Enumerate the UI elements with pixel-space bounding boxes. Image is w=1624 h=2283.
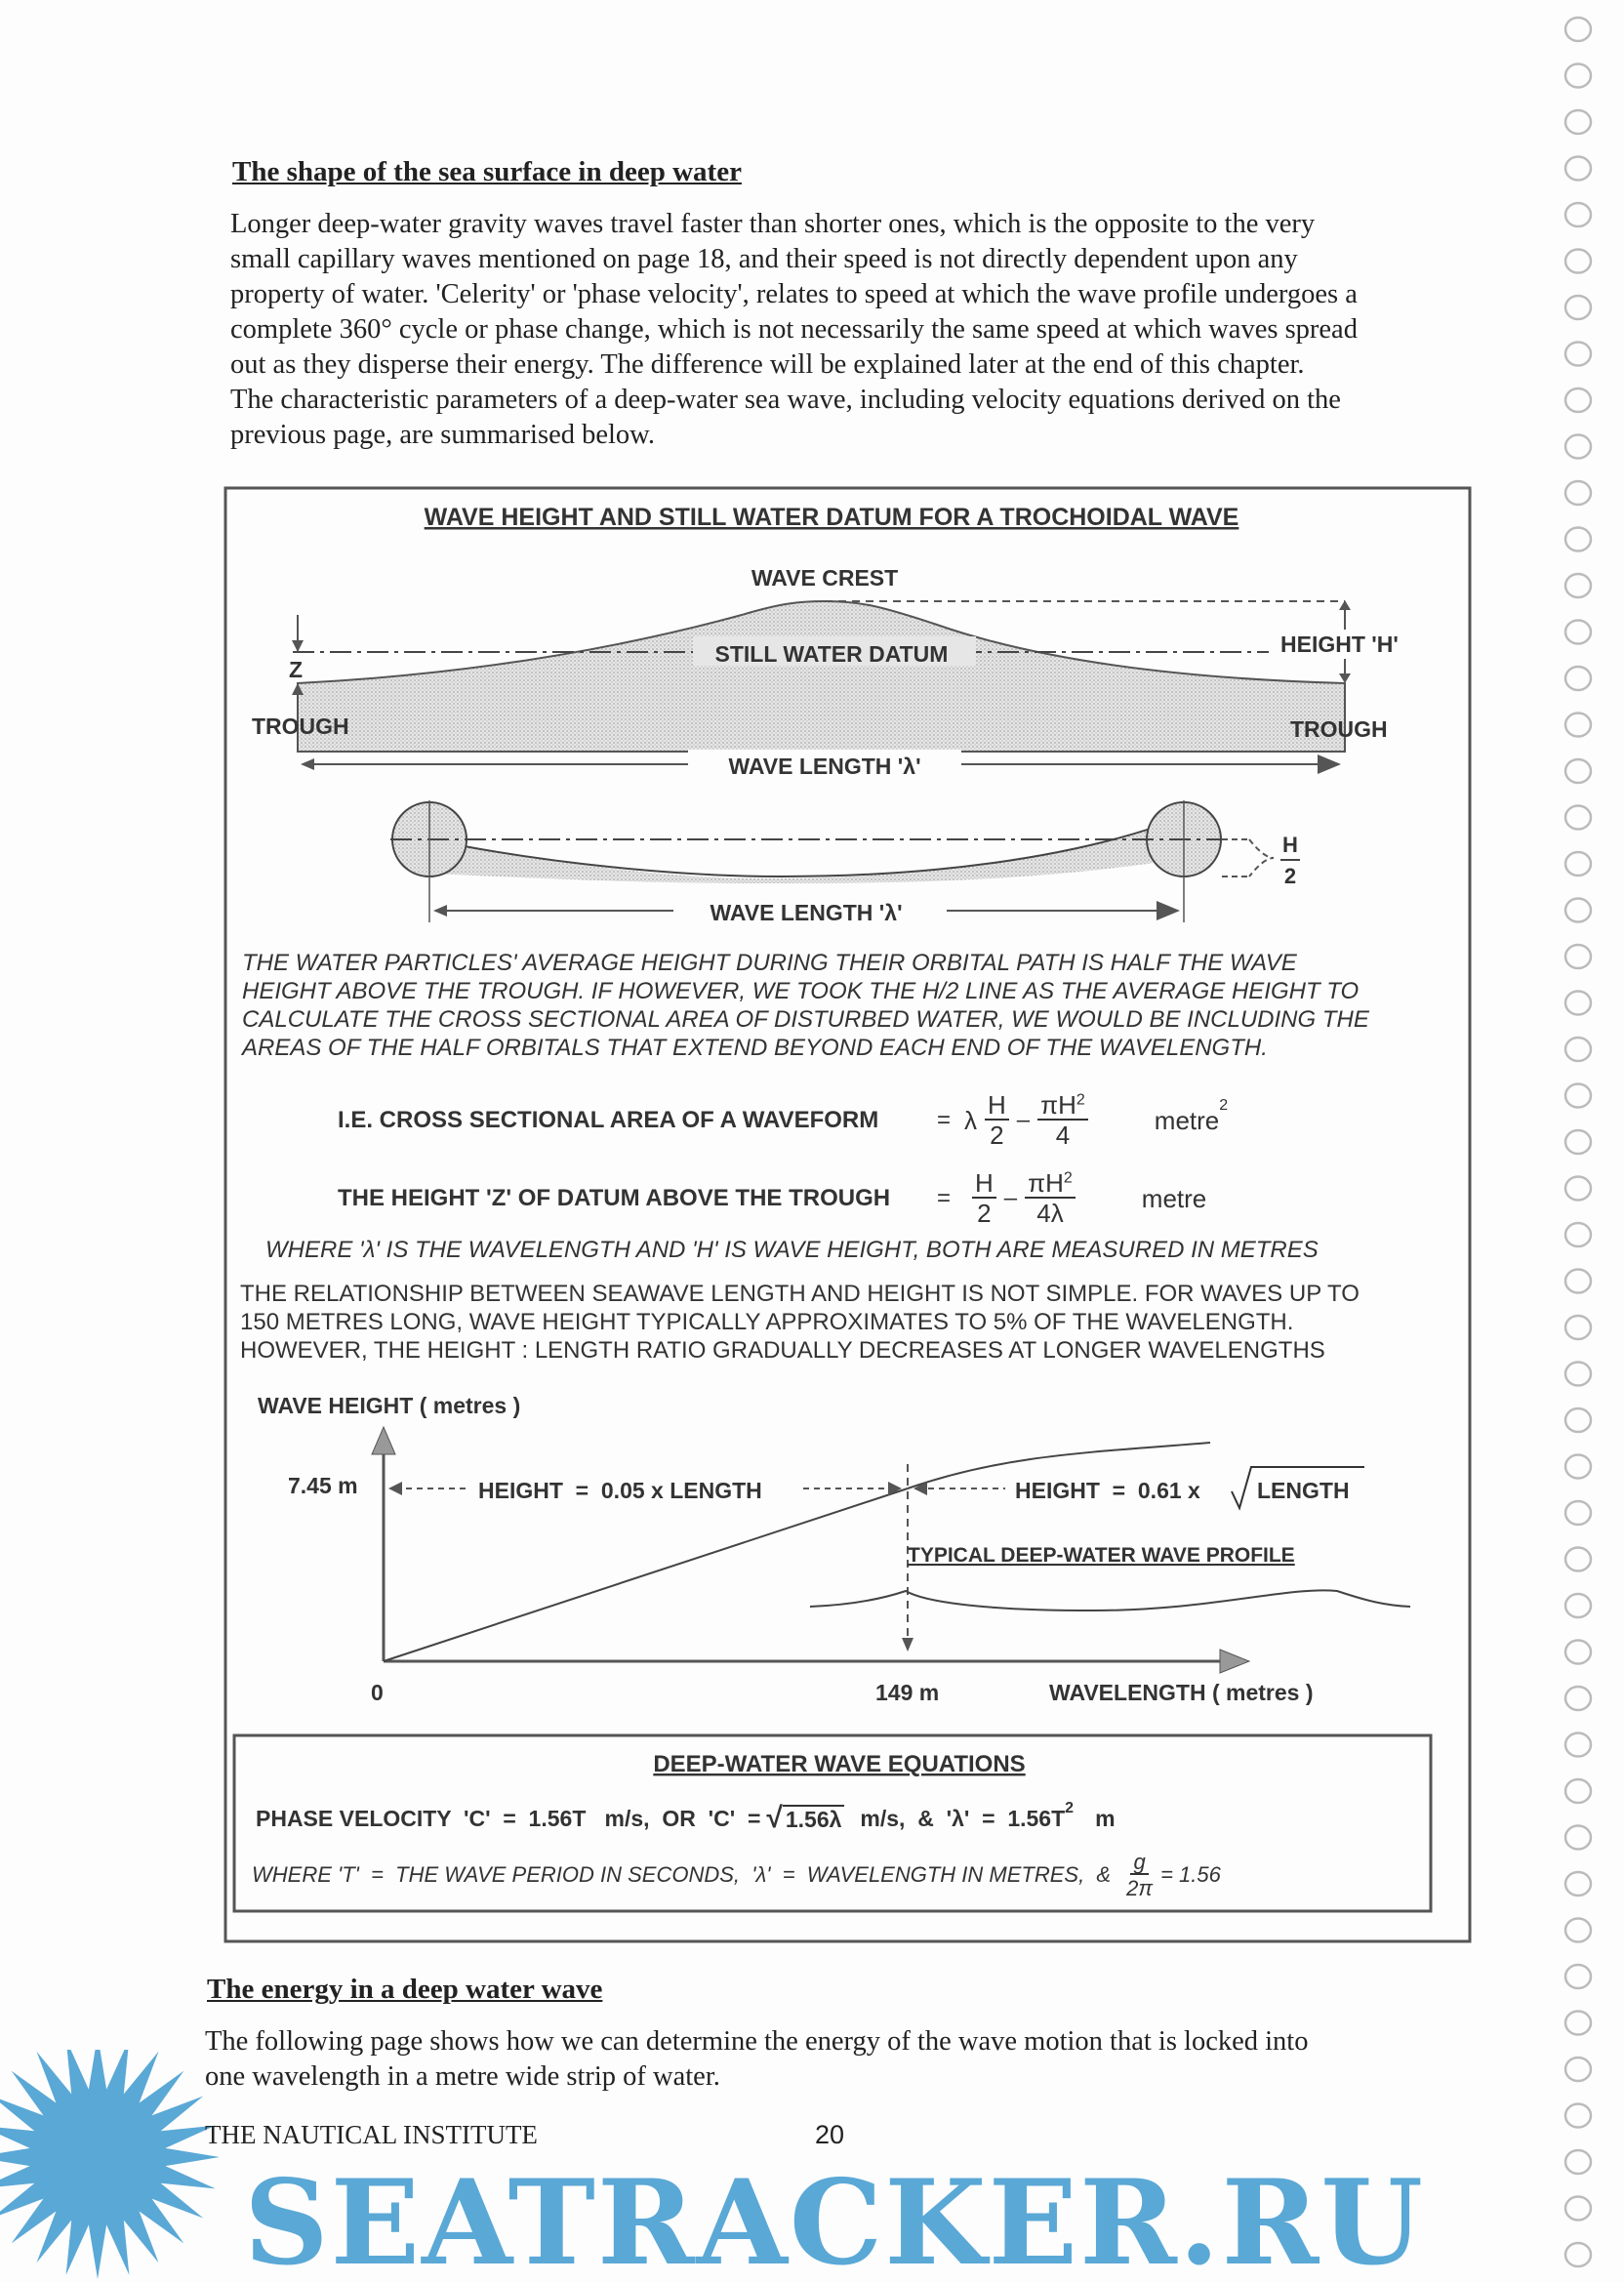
footer-publisher: THE NAUTICAL INSTITUTE	[205, 2120, 538, 2149]
numerator: g	[1130, 1851, 1148, 1875]
sun-icon	[0, 2050, 220, 2279]
h-over-2-numerator: H	[1282, 833, 1298, 857]
text-line: 150 METRES LONG, WAVE HEIGHT TYPICALLY APPROXIMATES TO 5% OF THE WAVELENGTH.	[240, 1309, 1294, 1335]
trough-left-label: TROUGH	[252, 713, 349, 739]
text-line: HEIGHT ABOVE THE TROUGH. IF HOWEVER, WE TOOK THE H/2 LINE AS THE AVERAGE HEIGHT TO	[242, 978, 1360, 1004]
eq1-unit: metre	[1154, 1105, 1220, 1135]
numerator: H	[972, 1170, 996, 1199]
where-definition: WHERE 'λ' IS THE WAVELENGTH AND 'H' IS WAVE HEIGHT, BOTH ARE MEASURED IN METRES	[265, 1237, 1319, 1263]
phase-velocity-text: PHASE VELOCITY 'C' = 1.56T m/s, OR 'C' =	[256, 1805, 761, 1831]
eq1-equals: =	[937, 1107, 952, 1133]
relationship-paragraph	[240, 1281, 1360, 1364]
typical-profile-curve	[810, 1590, 1410, 1610]
eq2-equals: =	[937, 1185, 952, 1211]
paragraph-line: Longer deep-water gravity waves travel faster than shorter ones, which is the opposite to the very	[230, 209, 1316, 239]
paragraph-line: out as they disperse their energy. The difference will be explained later at the end of this chapter.	[230, 349, 1305, 380]
text-line: CALCULATE THE CROSS SECTIONAL AREA OF DISTURBED WATER, WE WOULD BE INCLUDING THE	[242, 1006, 1369, 1033]
paragraph-line: The characteristic parameters of a deep-water sea wave, including velocity equations derived on the	[230, 385, 1341, 415]
wavelength-label-1: WAVE LENGTH 'λ'	[728, 754, 921, 779]
text-line: HOWEVER, THE HEIGHT : LENGTH RATIO GRADUALLY DECREASES AT LONGER WAVELENGTHS	[240, 1337, 1325, 1364]
trough-right-label: TROUGH	[1290, 716, 1388, 742]
paragraph-line: complete 360° cycle or phase change, which is not necessarily the same speed at which waves spread	[230, 314, 1358, 345]
sqrt-formula: HEIGHT = 0.61 x	[1015, 1478, 1200, 1503]
linear-curve	[384, 1488, 908, 1661]
height-h-label: HEIGHT 'H'	[1280, 632, 1399, 657]
equations-title: DEEP-WATER WAVE EQUATIONS	[653, 1751, 1026, 1777]
ratio-value: = 1.56	[1160, 1862, 1221, 1887]
eq1-lambda: λ	[964, 1105, 978, 1135]
g-over-2pi	[1126, 1851, 1153, 1899]
page-number: 20	[815, 2120, 845, 2149]
period-definition-line	[252, 1845, 1221, 1905]
eq1-fraction-2	[1037, 1089, 1088, 1150]
paragraph-line: small capillary waves mentioned on page 18, and their speed is not directly dependent upon any	[230, 244, 1298, 274]
numerator: H	[985, 1092, 1009, 1121]
wave-height-graph	[258, 1393, 1410, 1705]
trochoidal-wave-shape	[298, 601, 1345, 752]
period-definition: WHERE 'T' = THE WAVE PERIOD IN SECONDS, 'λ' = WAVELENGTH IN METRES, &	[252, 1862, 1112, 1887]
eq2-unit: metre	[1141, 1183, 1207, 1213]
superscript: 2	[1063, 1169, 1073, 1187]
wavelength-equation: m/s, & 'λ' = 1.56T	[860, 1805, 1066, 1831]
eq1-unit-sup: 2	[1219, 1097, 1229, 1114]
profile-label: TYPICAL DEEP-WATER WAVE PROFILE	[908, 1544, 1295, 1567]
eq2-fraction-1	[972, 1167, 996, 1228]
z-label: Z	[289, 657, 304, 682]
watermark: SEATRACKER.RU	[244, 2154, 1425, 2283]
numerator: πH	[1028, 1167, 1064, 1198]
paragraph-line: property of water. 'Celerity' or 'phase velocity', relates to speed at which the wave profile undergoes a	[230, 279, 1358, 309]
eq2-minus: –	[1003, 1185, 1018, 1211]
graph-y-label: WAVE HEIGHT ( metres )	[258, 1393, 521, 1418]
linear-formula: HEIGHT = 0.05 x LENGTH	[478, 1478, 762, 1503]
text-line: THE RELATIONSHIP BETWEEN SEAWAVE LENGTH AND HEIGHT IS NOT SIMPLE. FOR WAVES UP TO	[240, 1281, 1360, 1307]
orbital-wave-shape	[429, 820, 1181, 883]
denominator: 2	[977, 1199, 992, 1228]
denominator: 4λ	[1036, 1199, 1064, 1228]
text-line: THE WATER PARTICLES' AVERAGE HEIGHT DURING THEIR ORBITAL PATH IS HALF THE WAVE	[242, 950, 1297, 976]
eq2-label: THE HEIGHT 'Z' OF DATUM ABOVE THE TROUGH	[338, 1185, 891, 1211]
energy-paragraph	[205, 2024, 1308, 2095]
numerator: πH	[1040, 1089, 1076, 1120]
wavelength-label-2: WAVE LENGTH 'λ'	[710, 900, 903, 925]
phase-velocity-line	[256, 1796, 1116, 1841]
y-value-label: 7.45 m	[288, 1473, 358, 1498]
datum-height-equation	[338, 1162, 1206, 1236]
eq1-fraction-1	[985, 1089, 1009, 1150]
graph-x-label: WAVELENGTH ( metres )	[1049, 1680, 1314, 1705]
denominator: 2π	[1126, 1876, 1154, 1900]
denominator: 2	[990, 1121, 1004, 1150]
h-over-2-denominator: 2	[1283, 864, 1297, 888]
figure-title: WAVE HEIGHT AND STILL WATER DATUM FOR A TROCHOIDAL WAVE	[424, 504, 1239, 531]
sqrt-argument: 1.56λ	[783, 1805, 845, 1833]
paragraph-line: previous page, are summarised below.	[230, 420, 656, 450]
eq1-label: I.E. CROSS SECTIONAL AREA OF A WAVEFORM	[338, 1107, 879, 1133]
orbital-note	[240, 950, 1370, 1061]
x-value-label: 149 m	[875, 1680, 940, 1705]
section-heading: The shape of the sea surface in deep water	[232, 156, 742, 187]
energy-heading: The energy in a deep water wave	[207, 1974, 603, 2005]
sqrt-expression	[766, 1804, 844, 1833]
superscript: 2	[1076, 1091, 1085, 1109]
wavelength-unit: m	[1095, 1805, 1116, 1831]
eq2-fraction-2	[1025, 1167, 1076, 1228]
paragraph-line: one wavelength in a metre wide strip of water.	[205, 2061, 720, 2092]
sqrt-argument: LENGTH	[1257, 1478, 1350, 1503]
sqrt-icon: √	[766, 1802, 783, 1834]
wavelength-sup: 2	[1065, 1800, 1075, 1816]
cross-section-equation	[338, 1083, 1228, 1158]
text-line: AREAS OF THE HALF ORBITALS THAT EXTEND BEYOND EACH END OF THE WAVELENGTH.	[242, 1035, 1268, 1061]
watermark-sun-logo	[0, 2050, 254, 2283]
paragraph-line: The following page shows how we can determine the energy of the wave motion that is locked into	[205, 2026, 1309, 2057]
eq1-minus: –	[1016, 1107, 1031, 1133]
wave-crest-label: WAVE CREST	[751, 565, 899, 591]
still-water-datum-label: STILL WATER DATUM	[714, 641, 949, 667]
denominator: 4	[1055, 1121, 1071, 1150]
origin-label: 0	[371, 1680, 384, 1705]
